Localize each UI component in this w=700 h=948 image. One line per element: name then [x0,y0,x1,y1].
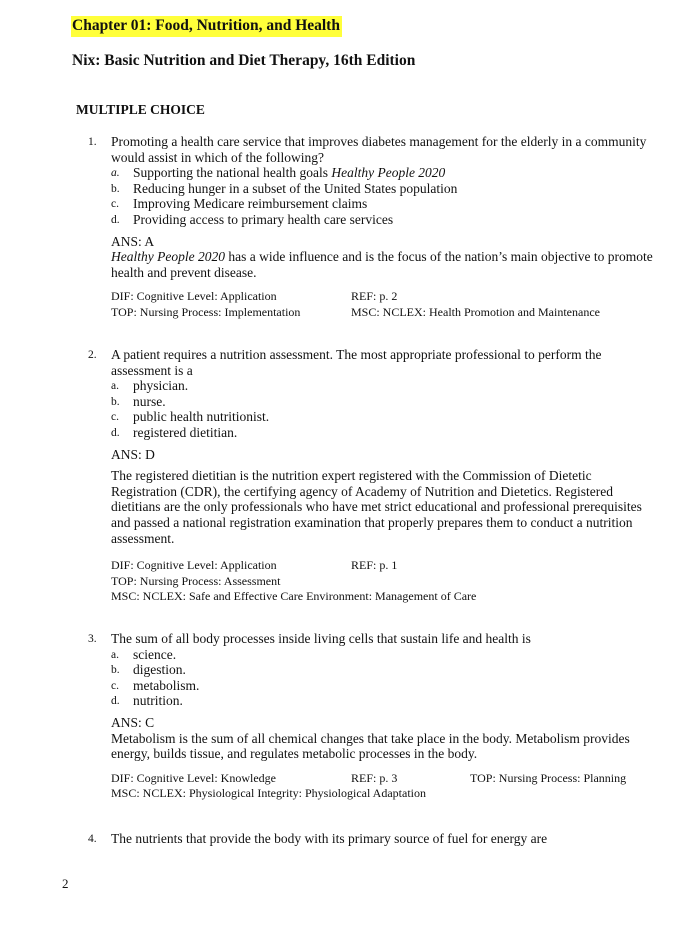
option-text: digestion. [133,662,186,678]
answer-block [88,447,663,547]
option-letter: d. [111,213,120,226]
option-text: nutrition. [133,693,183,709]
book-title: Nix: Basic Nutrition and Diet Therapy, 16th Edition [72,52,416,69]
question-text: Promoting a health care service that improves diabetes management for the elderly in a community would assist in which of the following? [111,134,647,165]
option-letter: a. [111,648,119,661]
option-d [111,212,663,228]
answer-options [88,647,663,709]
topic-label: TOP: Nursing Process: Assessment [111,573,281,588]
option-b [111,662,663,678]
reference-label: REF: p. 1 [351,558,398,573]
option-b [111,181,663,197]
question-2 [88,347,663,604]
answer-block [88,715,663,762]
question-text: A patient requires a nutrition assessment. The most appropriate professional to perform the assessment is a [111,347,602,378]
chapter-title: Chapter 01: Food, Nutrition, and Health [71,16,342,37]
question-text: The sum of all body processes inside living cells that sustain life and health is [111,631,531,646]
answer-key: ANS: C [111,714,155,730]
option-c [111,409,663,425]
rationale [111,249,663,280]
option-text: registered dietitian. [133,424,238,440]
difficulty-label: DIF: Cognitive Level: Application [111,289,277,304]
rationale [111,731,663,762]
question-number: 4. [88,833,97,845]
question-stem [88,347,663,378]
option-b [111,394,663,410]
question-stem [88,631,663,647]
option-c [111,678,663,694]
option-text-italic: Healthy People 2020 [331,165,446,181]
answer-options [88,165,663,227]
page-number: 2 [62,876,69,891]
option-d [111,425,663,441]
option-c [111,196,663,212]
option-letter: a. [111,167,120,180]
topic-label: TOP: Nursing Process: Implementation [111,304,301,319]
option-text: nurse. [133,393,166,409]
option-text: Supporting the national health goals [133,165,332,181]
option-letter: d. [111,426,120,439]
question-stem [88,134,663,165]
option-letter: b. [111,182,120,195]
option-text: science. [133,646,177,662]
msc-label: MSC: NCLEX: Health Promotion and Maintenance [351,304,600,319]
option-a [111,378,663,394]
reference-label: REF: p. 2 [351,289,398,304]
option-text: public health nutritionist. [133,409,270,425]
question-3 [88,631,663,802]
question-number: 3. [88,633,97,645]
rationale-text: The registered dietitian is the nutrition expert registered with the Commission of Dietetic Registration (CDR), the certifying agency of Academy of Nutrition and Dietetics. Registered dietitians are the only professionals who have met strict educational and professional prerequisites and passed a national registration examination that properly prepares them to conduct a nutrition assessment. [111,468,642,546]
rationale-text: has a wide influence and is the focus of the nation’s main objective to promote health and prevent disease. [111,249,653,280]
answer-key: ANS: D [111,446,155,462]
question-metadata [88,558,663,604]
option-text: Improving Medicare reimbursement claims [133,196,368,212]
answer-key: ANS: A [111,233,155,249]
option-a [111,165,663,181]
question-number: 2. [88,349,97,361]
option-text: Reducing hunger in a subset of the United States population [133,180,458,196]
rationale [111,468,651,546]
question-number: 1. [88,136,97,148]
option-text: physician. [133,378,189,394]
question-4 [88,831,663,847]
msc-label: MSC: NCLEX: Safe and Effective Care Environment: Management of Care [111,588,477,603]
question-stem [88,831,663,847]
answer-options [88,378,663,440]
topic-label: TOP: Nursing Process: Planning [470,770,627,785]
question-metadata [88,771,663,802]
option-a [111,647,663,663]
msc-label: MSC: NCLEX: Physiological Integrity: Physiological Adaptation [111,786,426,801]
option-d [111,693,663,709]
answer-block [88,234,663,281]
rationale-text: Metabolism is the sum of all chemical changes that take place in the body. Metabolism provides energy, builds tissue, and regulates metabolic processes in the body. [111,730,630,762]
option-letter: a. [111,380,119,393]
option-letter: d. [111,695,120,708]
option-letter: c. [111,198,119,211]
option-letter: b. [111,664,120,677]
option-text: metabolism. [133,677,200,693]
difficulty-label: DIF: Cognitive Level: Knowledge [111,770,276,785]
option-letter: c. [111,411,119,424]
question-1 [88,134,663,320]
difficulty-label: DIF: Cognitive Level: Application [111,558,277,573]
question-text: The nutrients that provide the body with its primary source of fuel for energy are [111,831,548,846]
reference-label: REF: p. 3 [351,770,398,785]
question-metadata [88,289,663,320]
option-text: Providing access to primary health care services [133,211,394,227]
section-title: MULTIPLE CHOICE [76,102,205,117]
option-letter: b. [111,395,120,408]
rationale-italic: Healthy People 2020 [111,249,225,265]
option-letter: c. [111,679,119,692]
